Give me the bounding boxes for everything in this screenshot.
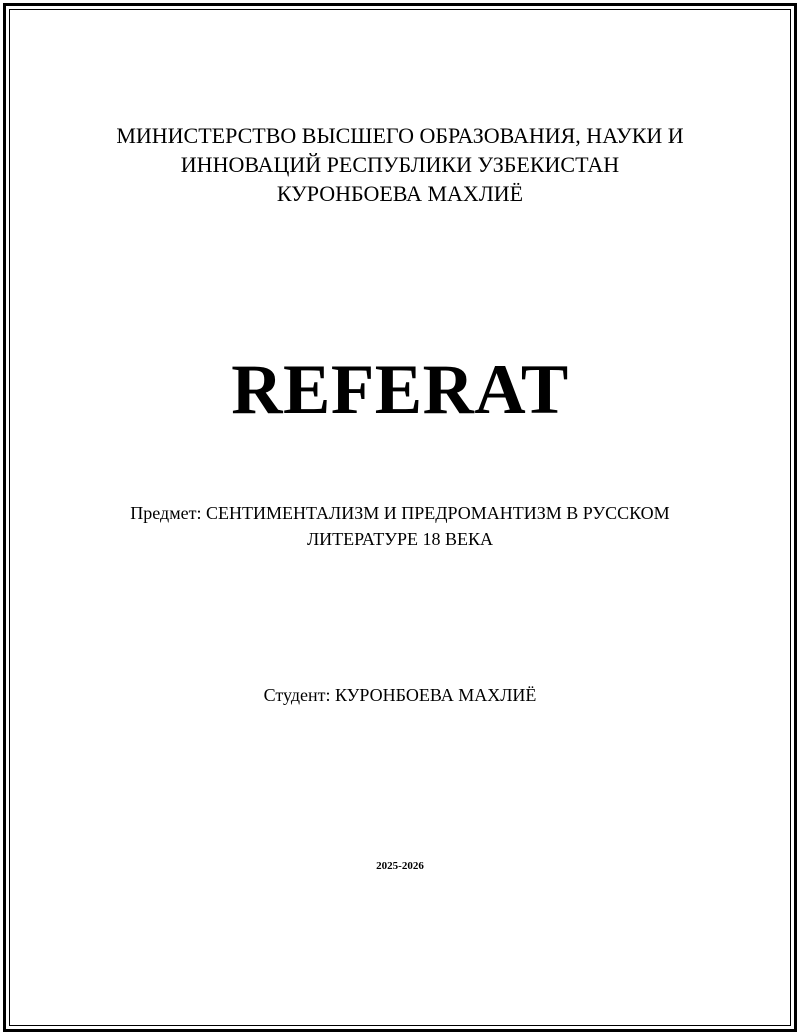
ministry-header-line-2: ИННОВАЦИЙ РЕСПУБЛИКИ УЗБЕКИСТАН <box>180 152 620 177</box>
subject-line-1: Предмет: СЕНТИМЕНТАЛИЗМ И ПРЕДРОМАНТИЗМ В РУССКОМ <box>130 503 670 523</box>
ministry-header-line-1: МИНИСТЕРСТВО ВЫСШЕГО ОБРАЗОВАНИЯ, НАУКИ И <box>116 123 684 148</box>
subject-block <box>0 500 800 552</box>
student-line: Студент: КУРОНБОЕВА МАХЛИЁ <box>263 685 537 705</box>
subject-line-2: ЛИТЕРАТУРЕ 18 ВЕКА <box>306 529 494 549</box>
document-title: REFERAT <box>231 351 569 429</box>
academic-year: 2025-2026 <box>376 860 424 872</box>
author-name-header: КУРОНБОЕВА МАХЛИЁ <box>276 181 524 206</box>
ministry-header <box>0 121 800 208</box>
